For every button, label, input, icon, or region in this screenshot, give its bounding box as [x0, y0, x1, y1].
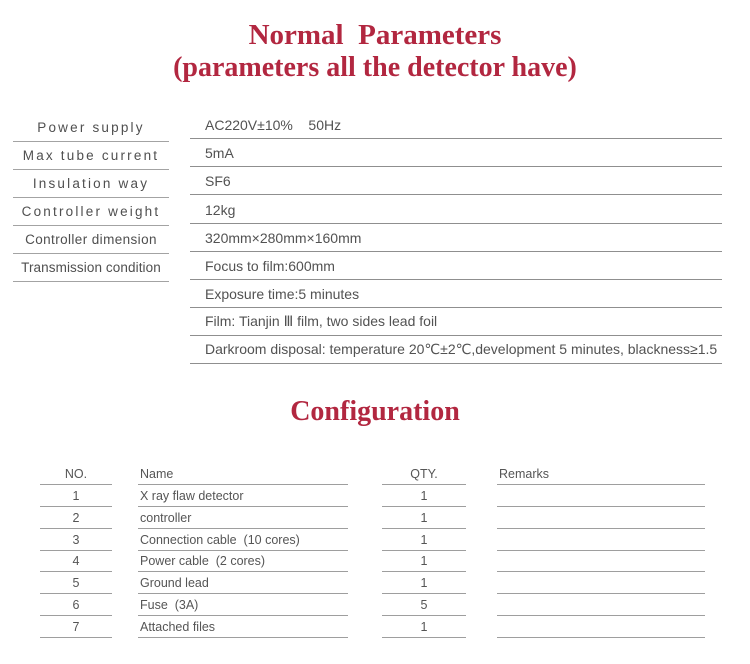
config-row-qty: 1: [382, 485, 466, 507]
config-row-name: Fuse (3A): [138, 594, 348, 616]
param-label-power-supply: Power supply: [13, 114, 169, 142]
param-label-controller-weight: Controller weight: [13, 198, 169, 226]
config-header-no: NO.: [40, 464, 112, 486]
param-value-focus-to-film: Focus to film:600mm: [190, 252, 722, 280]
config-column-qty: [382, 464, 466, 638]
config-row-name: Power cable (2 cores): [138, 551, 348, 573]
config-row-remarks: [497, 594, 705, 616]
config-row-name: Attached files: [138, 616, 348, 638]
config-row-remarks: [497, 551, 705, 573]
config-row-no: 5: [40, 572, 112, 594]
page-title: Normal Parameters: [248, 19, 502, 51]
config-row-qty: 1: [382, 551, 466, 573]
param-value-darkroom-disposal: Darkroom disposal: temperature 20℃±2℃,development 5 minutes, blackness≥1.5: [190, 336, 722, 364]
parameter-values-column: [190, 111, 722, 364]
param-value-insulation-way: SF6: [190, 167, 722, 195]
config-row-no: 4: [40, 551, 112, 573]
config-row-qty: 1: [382, 507, 466, 529]
config-row-no: 6: [40, 594, 112, 616]
param-value-power-supply: AC220V±10% 50Hz: [190, 111, 722, 139]
config-row-qty: 5: [382, 594, 466, 616]
config-row-qty: 1: [382, 616, 466, 638]
param-value-film: Film: Tianjin Ⅲ film, two sides lead foil: [190, 308, 722, 336]
param-value-controller-dimension: 320mm×280mm×160mm: [190, 224, 722, 252]
param-value-max-tube-current: 5mA: [190, 139, 722, 167]
config-header-name: Name: [138, 464, 348, 486]
config-row-no: 3: [40, 529, 112, 551]
config-row-no: 2: [40, 507, 112, 529]
param-label-insulation-way: Insulation way: [13, 170, 169, 198]
config-row-remarks: [497, 485, 705, 507]
config-row-qty: 1: [382, 572, 466, 594]
param-value-exposure-time: Exposure time:5 minutes: [190, 280, 722, 308]
config-row-qty: 1: [382, 529, 466, 551]
config-column-no: [40, 464, 112, 638]
param-label-max-tube-current: Max tube current: [13, 142, 169, 170]
param-value-controller-weight: 12kg: [190, 195, 722, 223]
configuration-title: Configuration: [290, 396, 460, 427]
config-row-name: Connection cable (10 cores): [138, 529, 348, 551]
config-row-name: X ray flaw detector: [138, 485, 348, 507]
config-row-remarks: [497, 616, 705, 638]
config-row-no: 7: [40, 616, 112, 638]
config-column-name: [138, 464, 348, 638]
param-label-controller-dimension: Controller dimension: [13, 226, 169, 254]
config-header-remarks: Remarks: [497, 464, 705, 486]
config-header-qty: QTY.: [382, 464, 466, 486]
config-column-remarks: [497, 464, 705, 638]
parameter-labels-column: [13, 114, 169, 282]
param-label-transmission-condition: Transmission condition: [13, 254, 169, 282]
config-row-name: Ground lead: [138, 572, 348, 594]
page-subtitle: (parameters all the detector have): [173, 52, 577, 83]
config-row-remarks: [497, 507, 705, 529]
config-row-remarks: [497, 529, 705, 551]
config-row-remarks: [497, 572, 705, 594]
config-row-no: 1: [40, 485, 112, 507]
config-row-name: controller: [138, 507, 348, 529]
